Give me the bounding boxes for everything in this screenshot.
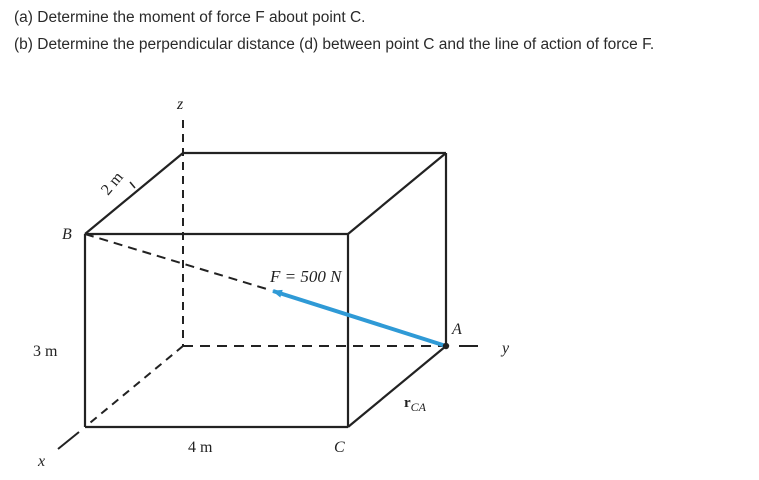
edge-depth-top-left: [85, 153, 183, 234]
edge-depth-top-right: [348, 153, 446, 234]
position-vector-label: [404, 395, 427, 414]
position-vector-r: r: [404, 395, 411, 411]
point-a-label: A: [452, 321, 462, 338]
dim-width-label: 4 m: [188, 439, 213, 456]
question-part-a: (a) Determine the moment of force F about point C.: [14, 9, 366, 26]
edge-depth-bottom-right: [348, 346, 446, 427]
point-a-dot: [443, 343, 449, 349]
question-part-b: (b) Determine the perpendicular distance (d) between point C and the line of action of force F.: [14, 36, 655, 53]
x-axis-hidden: [85, 346, 183, 427]
point-c-label: C: [334, 439, 345, 456]
x-axis-label: x: [38, 453, 46, 470]
force-label: [269, 267, 343, 286]
y-axis-label: y: [502, 340, 510, 357]
z-axis-label: z: [177, 96, 184, 113]
force-label-text: F = 500 N: [270, 267, 342, 286]
dim-2m-tick: [130, 182, 135, 188]
line-b-to-force: [85, 234, 270, 290]
point-b-label: B: [62, 226, 72, 243]
dim-height-label: 3 m: [33, 343, 58, 360]
x-axis-extension: [58, 432, 79, 449]
force-arrow: [273, 291, 446, 346]
dim-depth-label: 2 m: [98, 168, 127, 199]
position-vector-subscript: CA: [410, 400, 427, 414]
